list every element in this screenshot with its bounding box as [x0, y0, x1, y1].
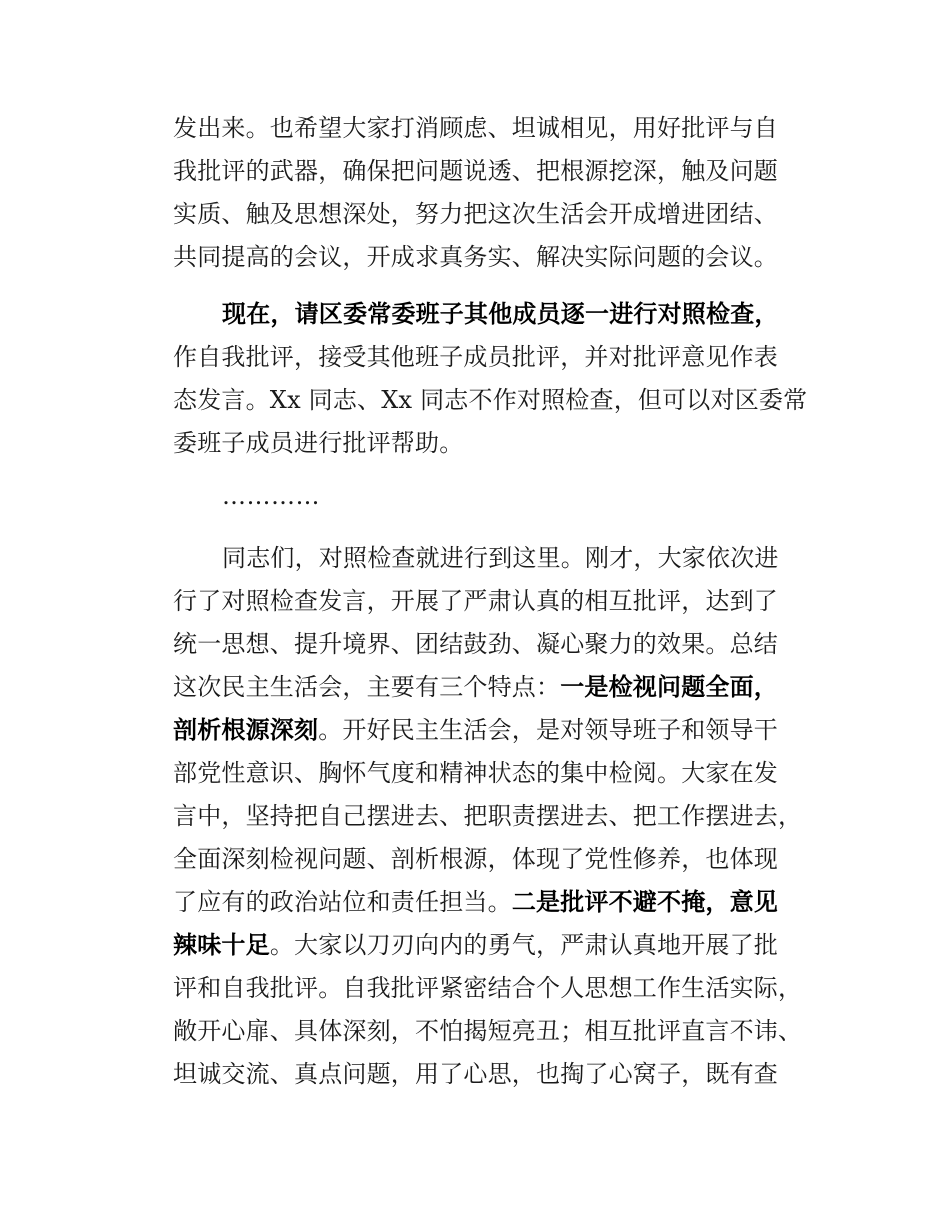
text-line: 坦诚交流、真点问题，用了心思，也掏了心窝子，既有查 — [173, 1060, 778, 1088]
text-line: 发出来。也希望大家打消顾虑、坦诚相见，用好批评与自 — [173, 114, 778, 142]
text-line: 全面深刻检视问题、剖析根源，体现了党性修养，也体现 — [173, 845, 778, 873]
text-line — [173, 884, 813, 920]
text-line — [173, 669, 813, 705]
bold-lead-text: 现在，请区委常委班子其他成员逐一进行对照检查， — [222, 300, 779, 328]
text-line: 态发言。Xx 同志、Xx 同志不作对照检查，但可以对区委常 — [173, 386, 808, 414]
text-line: 实质、触及思想深处，努力把这次生活会开成增进团结、 — [173, 200, 778, 228]
text-span: 了应有的政治站位和责任担当。 — [173, 888, 512, 916]
bold-highlight-2b: 辣味十足 — [173, 931, 270, 959]
bold-highlight-2a: 二是批评不避不掩，意见 — [511, 888, 779, 916]
text-line: 部党性意识、胸怀气度和精神状态的集中检阅。大家在发 — [173, 759, 778, 787]
text-line: 我批评的武器，确保把问题说透、把根源挖深，触及问题 — [173, 157, 778, 185]
text-line: 共同提高的会议，开成求真务实、解决实际问题的会议。 — [173, 243, 778, 271]
ellipsis-separator: ………… — [222, 482, 320, 510]
text-line — [173, 712, 813, 748]
bold-highlight-1a: 一是检视问题全面， — [560, 673, 779, 701]
text-line: 同志们，对照检查就进行到这里。刚才，大家依次进 — [222, 544, 779, 572]
text-span: 。开好民主生活会，是对领导班子和领导干 — [318, 716, 779, 744]
text-line: 统一思想、提升境界、团结鼓劲、凝心聚力的效果。总结 — [173, 630, 778, 658]
text-line: 委班子成员进行批评帮助。 — [173, 429, 464, 457]
text-line: 行了对照检查发言，开展了严肃认真的相互批评，达到了 — [173, 587, 778, 615]
text-span: 。大家以刀刃向内的勇气，严肃认真地开展了批 — [269, 931, 779, 959]
text-line: 评和自我批评。自我批评紧密结合个人思想工作生活实际， — [173, 974, 803, 1002]
text-line: 敞开心扉、具体深刻，不怕揭短亮丑；相互批评直言不讳、 — [173, 1017, 803, 1045]
text-line — [173, 927, 813, 963]
bold-highlight-1b: 剖析根源深刻 — [173, 716, 319, 744]
text-line: 言中，坚持把自己摆进去、把职责摆进去、把工作摆进去， — [173, 802, 803, 830]
text-line: 作自我批评，接受其他班子成员批评，并对批评意见作表 — [173, 343, 778, 371]
text-span: 这次民主生活会，主要有三个特点： — [173, 673, 561, 701]
